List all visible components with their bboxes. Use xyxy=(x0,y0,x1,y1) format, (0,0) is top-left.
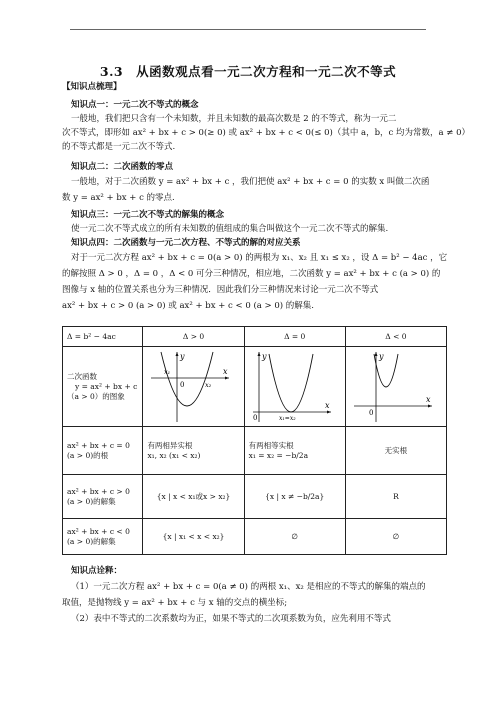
parabola-curve xyxy=(161,352,213,406)
graph-no-roots xyxy=(345,347,446,427)
kp4-line3: 图像与 x 轴的位置关系也分为三种情况．因此我们分三种情况来讨论一元二次不等式 xyxy=(62,285,379,295)
roots-two-distinct-text: 有两相异实根 xyxy=(147,440,193,450)
table-header-discriminant: Δ = b² − 4ac xyxy=(63,327,143,347)
gt-solution-no-roots: R xyxy=(345,475,446,519)
x-arrow xyxy=(428,404,432,407)
parabola-two-roots-plot xyxy=(147,350,233,424)
roots-none: 无实根 xyxy=(345,427,446,475)
roots-two-equal-formula: x₁ = x₂ = −b/2a xyxy=(248,450,309,460)
kp4-line2: 的解按照 Δ > 0 ，Δ = 0 ，Δ < 0 可分三种情况，相应地，二次函数 y = ax² + bx + c (a > 0) 的 xyxy=(62,269,441,279)
row-graph-label-1: 二次函数 xyxy=(67,371,97,381)
x-arrow xyxy=(225,376,229,379)
page-title: 3.3 从函数观点看一元二次方程和一元二次不等式 xyxy=(99,64,397,79)
x-arrow xyxy=(327,410,331,413)
parabola-no-roots-plot xyxy=(350,350,436,424)
row-lt-label-2: (a > 0)的解集 xyxy=(67,536,116,546)
row-graph-label-3: （a > 0）的图象 xyxy=(67,391,125,401)
row-gt-label-2: (a > 0)的解集 xyxy=(67,496,116,506)
graph-double-root xyxy=(244,347,345,427)
lt-solution-two-roots: {x | x₁ < x < x₂} xyxy=(143,519,244,555)
row-roots-label-2: (a > 0)的根 xyxy=(67,450,109,460)
x2-label: x₂ xyxy=(205,380,212,389)
roots-two-equal xyxy=(244,427,345,475)
y-label: y xyxy=(180,351,185,361)
row-lt-label-1: ax² + bx + c < 0 xyxy=(67,526,130,536)
kp1-heading: 知识点一：一元二次不等式的概念 xyxy=(71,100,199,110)
correspondence-table xyxy=(62,326,447,555)
gt-solution-two-roots: {x | x < x₁或x > x₂} xyxy=(143,475,244,519)
kp2-line1: 一般地，对于二次函数 y = ax² + bx + c ，我们把使 ax² + bx + c = 0 的实数 x 叫做二次函 xyxy=(71,177,430,187)
table-header-zero: Δ = 0 xyxy=(244,327,345,347)
row-gt-label xyxy=(63,475,143,519)
y-label: y xyxy=(261,351,267,361)
parabola-curve xyxy=(374,351,398,387)
kp4-line4: ax² + bx + c > 0 (a > 0) 或 ax² + bx + c < 0 (a > 0) 的解集. xyxy=(62,301,314,311)
roots-two-distinct xyxy=(143,427,244,475)
lt-solution-no-roots: ∅ xyxy=(345,519,446,555)
y-label: y xyxy=(378,351,384,361)
kp3-heading: 知识点三：一元二次不等式的解集的概念 xyxy=(71,210,225,220)
kp4-heading: 知识点四：二次函数与一元二次方程、不等式的解的对应关系 xyxy=(71,238,301,248)
header-rule xyxy=(70,29,426,30)
tips-line1: （1）一元二次方程 ax² + bx + c = 0(a ≠ 0) 的两根 x₁、x₂ 是相应的不等式的解集的端点的 xyxy=(71,582,426,592)
row-lt-label xyxy=(63,519,143,555)
gt-solution-double-root: {x | x ≠ −b/2a} xyxy=(244,475,345,519)
row-graph-label-2: y = ax² + bx + c xyxy=(75,381,138,391)
origin-label: 0 xyxy=(368,408,374,417)
row-gt-label-1: ax² + bx + c > 0 xyxy=(67,486,130,496)
double-root-label: x₁=x₂ xyxy=(278,414,296,422)
tips-line2: 取值，是抛物线 y = ax² + bx + c 与 x 轴的交点的横坐标; xyxy=(62,598,288,608)
y-arrow xyxy=(374,352,377,356)
origin-label: 0 xyxy=(252,413,258,422)
kp2-line2: 数 y = ax² + bx + c 的零点. xyxy=(62,193,175,203)
kp1-line2: 次不等式，即形如 ax² + bx + c > 0(≥ 0) 或 ax² + bx + c < 0(≤ 0)（其中 a，b，c 均为常数，a ≠ 0） xyxy=(62,128,471,138)
roots-two-distinct-formula: x₁, x₂ (x₁ < x₂) xyxy=(147,450,201,460)
x-label: x xyxy=(223,366,228,376)
section-label: 【知识点梳理】 xyxy=(62,82,122,92)
origin-label: 0 xyxy=(180,380,185,389)
parabola-double-root-plot xyxy=(249,350,335,424)
parabola-curve xyxy=(269,354,313,412)
kp3-line1: 使一元二次不等式成立的所有未知数的值组成的集合叫做这个一元二次不等式的解集. xyxy=(71,224,389,234)
x-label: x xyxy=(425,394,431,404)
tips-line3: （2）表中不等式的二次系数均为正，如果不等式的二次项系数为负，应先利用不等式 xyxy=(71,614,391,624)
row-roots-label xyxy=(63,427,143,475)
roots-two-equal-text: 有两相等实根 xyxy=(248,440,294,450)
y-arrow xyxy=(257,352,260,356)
kp1-line3: 的不等式都是一元二次不等式. xyxy=(62,142,176,152)
y-arrow xyxy=(176,352,179,356)
kp4-line1: 对于一元二次方程 ax² + bx + c = 0(a > 0) 的两根为 x₁、x₂ 且 x₁ ≤ x₂ ，设 Δ = b² − 4ac ，它 xyxy=(71,253,448,263)
x1-label: x₁ xyxy=(164,367,171,376)
table-header-positive: Δ > 0 xyxy=(143,327,244,347)
lt-solution-double-root: ∅ xyxy=(244,519,345,555)
row-roots-label-1: ax² + bx + c = 0 xyxy=(67,440,130,450)
x-label: x xyxy=(324,400,330,410)
kp1-line1: 一般地，我们把只含有一个未知数，并且未知数的最高次数是 2 的不等式，称为一元二 xyxy=(71,114,397,124)
kp2-heading: 知识点二：二次函数的零点 xyxy=(71,162,174,172)
row-graph-label xyxy=(63,347,143,427)
tips-heading: 知识点诠释： xyxy=(71,566,123,576)
table-header-negative: Δ < 0 xyxy=(345,327,446,347)
graph-two-roots xyxy=(143,347,244,427)
